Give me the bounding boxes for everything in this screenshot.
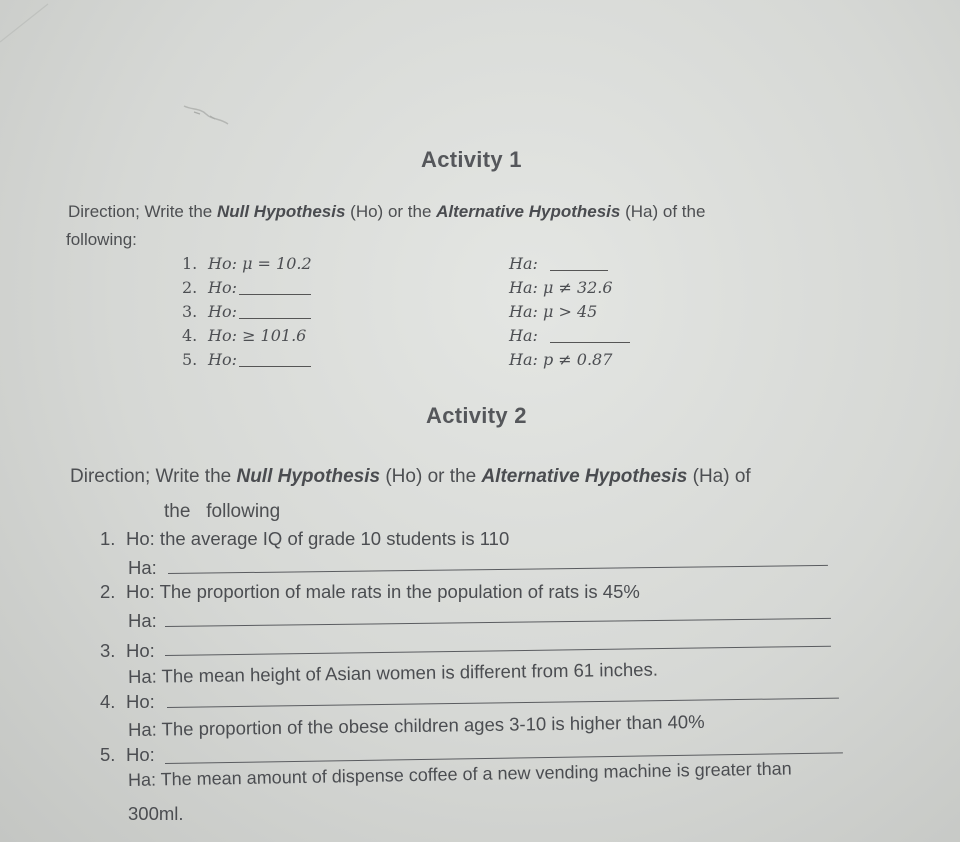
- ha-paren: (Ha): [687, 466, 735, 487]
- a2-item1-ho: [100, 528, 509, 550]
- item-number: 5.: [182, 350, 198, 369]
- a1-item-ha: [509, 254, 608, 273]
- answer-line: [167, 698, 839, 708]
- ho-paren: (Ho): [345, 202, 388, 221]
- ha-expression: Ha: μ > 45: [509, 302, 598, 321]
- a2-item1-ha: Ha:: [128, 557, 157, 578]
- ho-text: Ho: The proportion of male rats in the population of rats is 45%: [126, 581, 640, 602]
- ha-expression: Ha: μ ≠ 32.6: [509, 278, 613, 297]
- item-number: 2.: [182, 278, 198, 297]
- a1-item-ho: [182, 326, 306, 345]
- ha-expression: Ha:: [509, 254, 538, 273]
- a1-item-ha: [509, 326, 630, 345]
- activity1-direction-line2: following:: [66, 230, 137, 249]
- a1-item-ho: [182, 278, 311, 297]
- item-number: 3.: [100, 640, 116, 661]
- ho-expression: Ho:: [208, 278, 237, 297]
- answer-blank: [550, 341, 630, 343]
- activity1-direction: [68, 202, 705, 222]
- null-hypothesis-term: Null Hypothesis: [236, 466, 381, 487]
- pencil-smudge-mark: [180, 100, 235, 130]
- of-the-text: of the: [662, 202, 706, 221]
- answer-blank: [239, 293, 311, 295]
- ho-expression: Ho:: [208, 350, 237, 369]
- ho-expression: Ho:: [208, 302, 237, 321]
- ho-expression: Ho: ≥ 101.6: [208, 326, 307, 345]
- a1-item-ha: [509, 302, 597, 321]
- activity2-direction-line2: the following: [164, 501, 281, 522]
- activity2-direction: [70, 466, 751, 488]
- ho-text: Ho:: [126, 640, 155, 661]
- a1-item-ho: [182, 254, 312, 273]
- a2-item5-ha: Ha: The mean amount of dispense coffee of a new vending machine is greater than: [127, 758, 792, 790]
- alternative-hypothesis-term: Alternative Hypothesis: [436, 202, 621, 221]
- activity2-title: Activity 2: [426, 403, 527, 428]
- a1-item-ho: [182, 302, 311, 321]
- a2-item4-ha: Ha: The proportion of the obese children ages 3-10 is higher than 40%: [127, 710, 705, 740]
- activity1-title: Activity 1: [421, 147, 522, 172]
- a2-item3-ha: Ha: The mean height of Asian women is different from 61 inches.: [127, 658, 659, 687]
- item-number: 5.: [100, 744, 116, 765]
- direction-text: Direction; Write the: [68, 202, 217, 221]
- a2-item4-ho: [100, 691, 155, 713]
- ha-expression: Ha:: [509, 326, 538, 345]
- a1-item-ho: [182, 350, 311, 369]
- answer-blank: [239, 317, 311, 319]
- a1-item-ha: [509, 350, 612, 369]
- item-number: 1.: [182, 254, 198, 273]
- of-text: of: [734, 466, 751, 487]
- or-the-text: or the: [387, 202, 437, 221]
- answer-line: [165, 618, 831, 627]
- ho-expression: Ho: μ = 10.2: [208, 254, 312, 273]
- ha-paren: (Ha): [620, 202, 663, 221]
- answer-line: [165, 646, 831, 656]
- ho-text: Ho:: [126, 691, 155, 712]
- or-the-text: or the: [427, 466, 482, 487]
- direction-text: Direction; Write the: [70, 466, 237, 487]
- a2-item2-ho: [100, 581, 640, 603]
- a1-item-ha: [509, 278, 613, 297]
- ha-expression: Ha: p ≠ 0.87: [509, 350, 613, 369]
- ho-text: Ho: the average IQ of grade 10 students is 110: [126, 528, 510, 549]
- answer-blank: [239, 365, 311, 367]
- a2-item3-ho: [100, 640, 155, 662]
- null-hypothesis-term: Null Hypothesis: [216, 202, 346, 221]
- item-number: 3.: [182, 302, 198, 321]
- ho-paren: (Ho): [380, 466, 428, 487]
- answer-blank: [550, 269, 608, 271]
- alternative-hypothesis-term: Alternative Hypothesis: [481, 466, 688, 487]
- a2-item2-ha: Ha:: [128, 610, 157, 631]
- item-number: 4.: [100, 691, 116, 712]
- item-number: 1.: [100, 528, 116, 549]
- a2-item5-ha-cont: 300ml.: [128, 803, 184, 824]
- ho-text: Ho:: [126, 744, 155, 765]
- a2-item5-ho: [100, 744, 155, 766]
- item-number: 2.: [100, 581, 116, 602]
- paper-crease-mark: [0, 0, 60, 60]
- item-number: 4.: [182, 326, 198, 345]
- answer-line: [168, 565, 828, 574]
